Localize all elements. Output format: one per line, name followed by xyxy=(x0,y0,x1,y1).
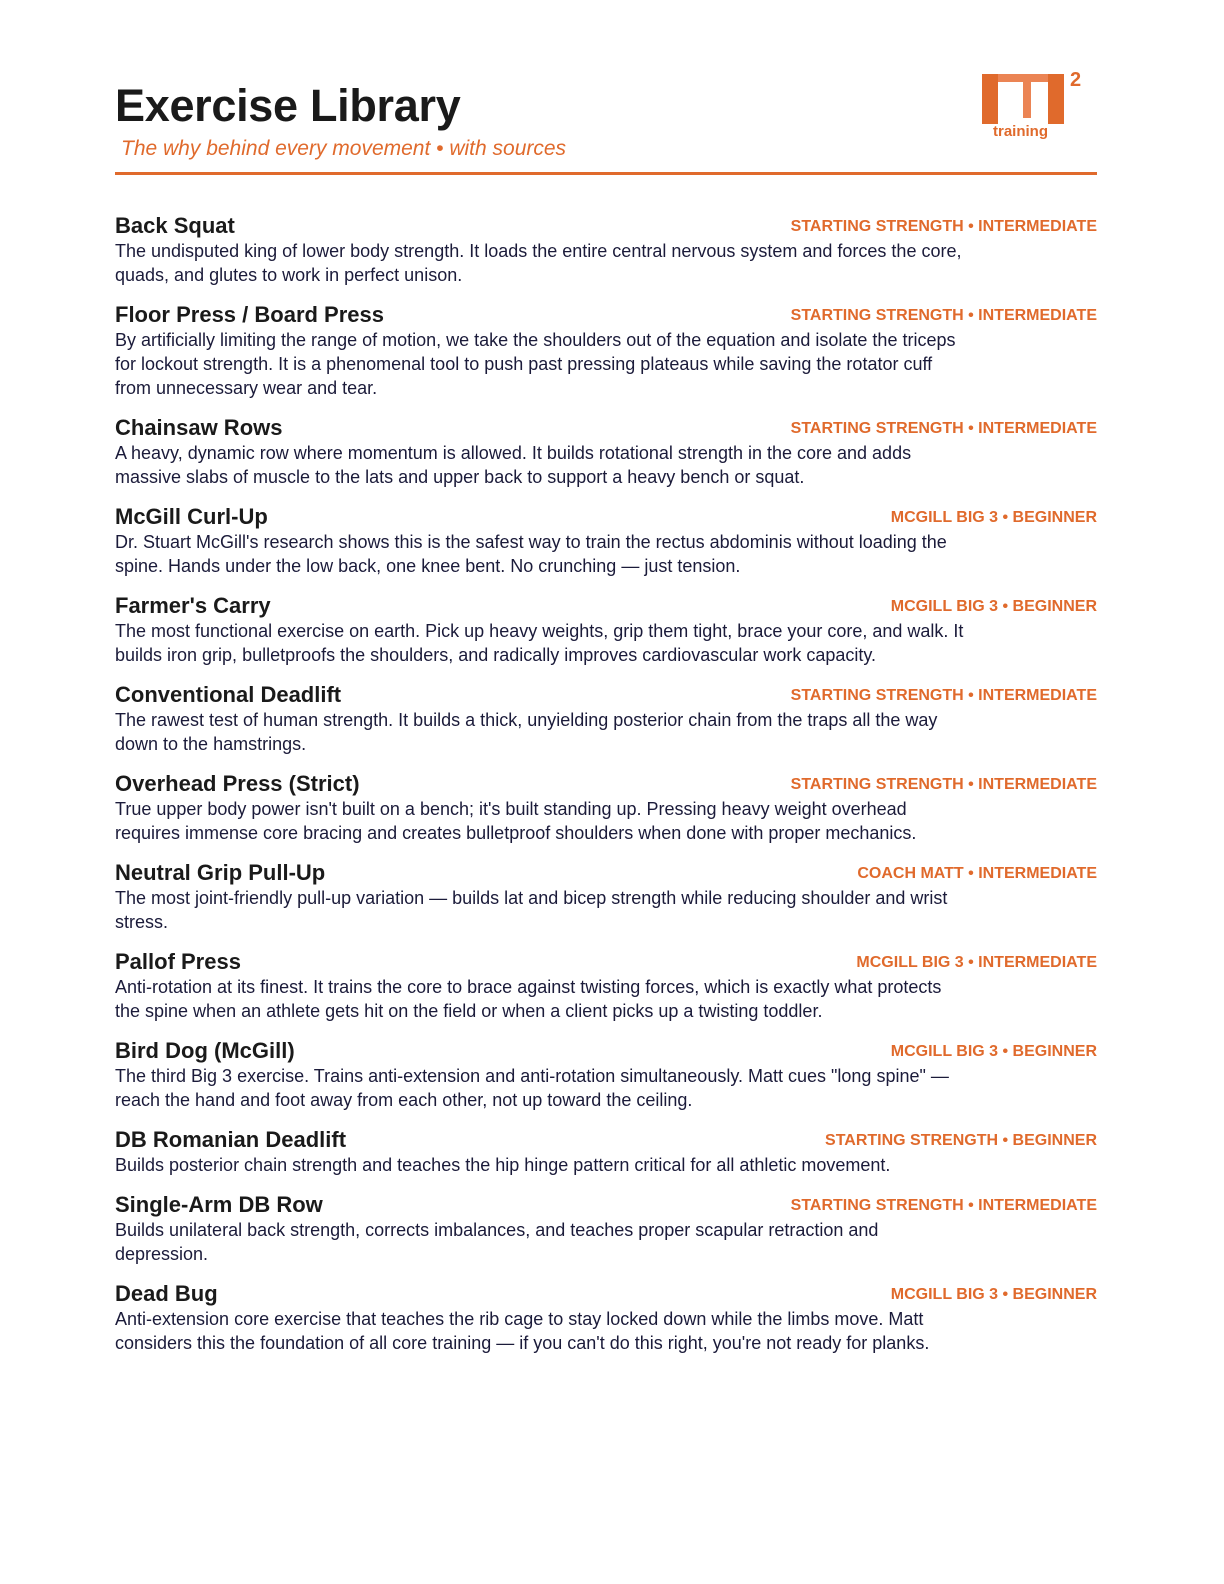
exercise-description: The most joint-friendly pull-up variation — builds lat and bicep strength while reducing shoulder and wrist stress. xyxy=(115,888,948,932)
exercise-name: McGill Curl-Up xyxy=(115,504,268,529)
exercise-tag: STARTING STRENGTH • INTERMEDIATE xyxy=(790,1197,1097,1214)
exercise-description: The rawest test of human strength. It builds a thick, unyielding posterior chain from the traps all the way down to the hamstrings. xyxy=(115,710,938,754)
exercise-item xyxy=(115,1191,1097,1266)
exercise-tag: STARTING STRENGTH • INTERMEDIATE xyxy=(790,776,1097,793)
exercise-tag: MCGILL BIG 3 • BEGINNER xyxy=(890,1043,1097,1060)
exercise-name: Single-Arm DB Row xyxy=(115,1192,323,1217)
exercise-name: Pallof Press xyxy=(115,949,241,974)
exercise-tag: STARTING STRENGTH • INTERMEDIATE xyxy=(790,687,1097,704)
exercise-name: Conventional Deadlift xyxy=(115,682,342,707)
exercise-item xyxy=(115,503,1097,578)
exercise-header xyxy=(115,1280,1097,1308)
exercise-item xyxy=(115,770,1097,845)
exercise-description: Builds unilateral back strength, corrects imbalances, and teaches proper scapular retraction and depression. xyxy=(115,1220,879,1264)
exercise-header xyxy=(115,212,1097,240)
header xyxy=(115,0,1097,176)
exercise-header xyxy=(115,1126,1097,1154)
exercise-tag: MCGILL BIG 3 • INTERMEDIATE xyxy=(856,954,1097,971)
exercise-tag: STARTING STRENGTH • INTERMEDIATE xyxy=(790,307,1097,324)
exercise-description: Anti-rotation at its finest. It trains the core to brace against twisting forces, which is exactly what protects the spine when an athlete gets hit on the field or when a client picks up a twisting toddler. xyxy=(115,977,942,1021)
exercise-header xyxy=(115,859,1097,887)
exercise-header xyxy=(115,681,1097,709)
exercise-tag: STARTING STRENGTH • BEGINNER xyxy=(825,1132,1097,1149)
exercise-description: The third Big 3 exercise. Trains anti-extension and anti-rotation simultaneously. Matt cues "long spine" — reach the hand and foot away from each other, not up toward the ceiling. xyxy=(115,1066,949,1110)
exercise-item xyxy=(115,681,1097,756)
page xyxy=(115,0,1097,1353)
exercise-description: True upper body power isn't built on a bench; it's built standing up. Pressing heavy weight overhead requires immense core bracing and creates bulletproof shoulders when done with proper mechanics. xyxy=(115,799,917,843)
exercise-tag: COACH MATT • INTERMEDIATE xyxy=(857,865,1097,882)
exercise-item xyxy=(115,301,1097,400)
exercise-tag: MCGILL BIG 3 • BEGINNER xyxy=(890,1286,1097,1303)
exercise-description: The undisputed king of lower body strength. It loads the entire central nervous system and forces the core, quads, and glutes to work in perfect unison. xyxy=(115,241,962,285)
exercise-item xyxy=(115,948,1097,1023)
exercise-description: Anti-extension core exercise that teaches the rib cage to stay locked down while the limbs move. Matt considers this the foundation of all core training — if you can't do this right, you're not ready for planks. xyxy=(115,1309,930,1353)
exercise-tag: STARTING STRENGTH • INTERMEDIATE xyxy=(790,420,1097,437)
exercise-description: By artificially limiting the range of motion, we take the shoulders out of the equation and isolate the triceps for lockout strength. It is a phenomenal tool to push past pressing plateaus while saving the rotator cuff from unnecessary wear and tear. xyxy=(115,330,956,398)
exercise-header xyxy=(115,301,1097,329)
exercise-description: A heavy, dynamic row where momentum is allowed. It builds rotational strength in the core and adds massive slabs of muscle to the lats and upper back to support a heavy bench or squat. xyxy=(115,443,912,487)
exercise-name: DB Romanian Deadlift xyxy=(115,1127,347,1152)
exercise-header xyxy=(115,503,1097,531)
exercise-name: Farmer's Carry xyxy=(115,593,271,618)
exercise-tag: MCGILL BIG 3 • BEGINNER xyxy=(890,598,1097,615)
exercise-tag: MCGILL BIG 3 • BEGINNER xyxy=(890,509,1097,526)
page-subtitle: The why behind every movement • with sources xyxy=(121,137,567,160)
exercise-item xyxy=(115,1280,1097,1355)
exercise-name: Dead Bug xyxy=(115,1281,218,1306)
exercise-item xyxy=(115,212,1097,287)
exercise-name: Floor Press / Board Press xyxy=(115,302,384,327)
exercise-name: Neutral Grip Pull-Up xyxy=(115,860,326,885)
exercise-name: Overhead Press (Strict) xyxy=(115,771,360,796)
exercise-item xyxy=(115,592,1097,667)
exercise-header xyxy=(115,948,1097,976)
exercise-header xyxy=(115,1037,1097,1065)
exercise-description: Dr. Stuart McGill's research shows this is the safest way to train the rectus abdominis without loading the spine. Hands under the low back, one knee bent. No crunching — just tension. xyxy=(115,532,947,576)
exercise-name: Chainsaw Rows xyxy=(115,415,283,440)
exercise-description: Builds posterior chain strength and teaches the hip hinge pattern critical for all athletic movement. xyxy=(115,1155,891,1175)
m2-training-logo xyxy=(980,70,1090,142)
page-title: Exercise Library xyxy=(115,80,461,131)
exercise-name: Bird Dog (McGill) xyxy=(115,1038,295,1063)
exercise-header xyxy=(115,1191,1097,1219)
exercise-name: Back Squat xyxy=(115,213,235,238)
exercise-item xyxy=(115,859,1097,934)
exercise-tag: STARTING STRENGTH • INTERMEDIATE xyxy=(790,218,1097,235)
exercise-header xyxy=(115,592,1097,620)
exercise-item xyxy=(115,414,1097,489)
logo-text: training xyxy=(993,123,1048,140)
exercise-list xyxy=(115,212,1097,1369)
exercise-header xyxy=(115,414,1097,442)
exercise-header xyxy=(115,770,1097,798)
exercise-item xyxy=(115,1126,1097,1177)
logo-superscript: 2 xyxy=(1070,70,1082,91)
header-divider xyxy=(115,172,1097,175)
exercise-description: The most functional exercise on earth. Pick up heavy weights, grip them tight, brace your core, and walk. It builds iron grip, bulletproofs the shoulders, and radically improves cardiovascular work capacity. xyxy=(115,621,964,665)
exercise-item xyxy=(115,1037,1097,1112)
